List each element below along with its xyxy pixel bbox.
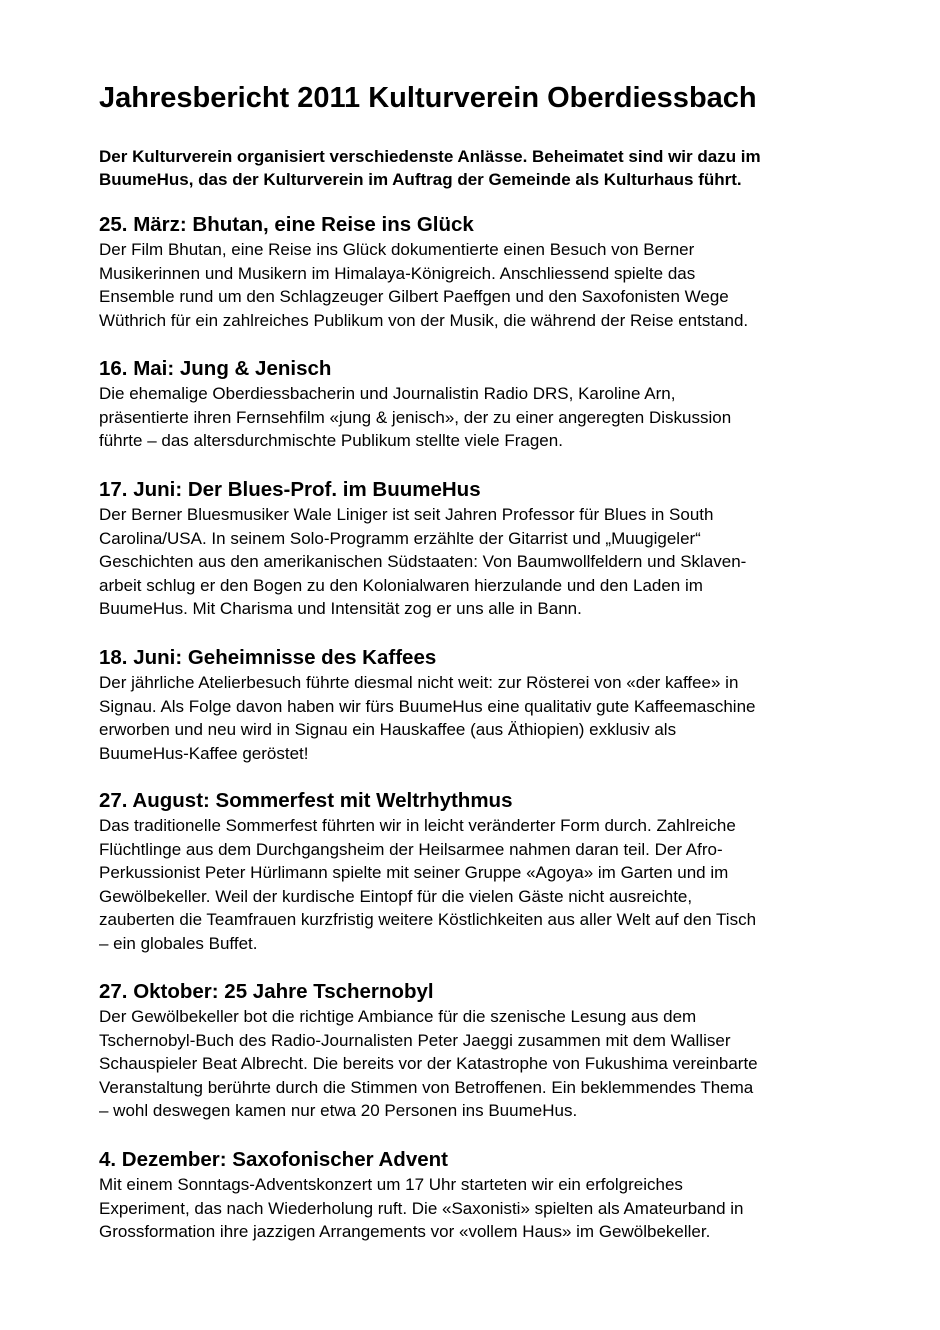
body-line: Musikerinnen und Musikern im Himalaya-Königreich. Anschliessend spielte das [99, 263, 696, 283]
section-advent [99, 1146, 859, 1244]
section-body [99, 238, 859, 332]
section-blues-prof [99, 476, 859, 621]
body-line: Der Gewölbekeller bot die richtige Ambiance für die szenische Lesung aus dem [99, 1007, 697, 1026]
body-line: – wohl deswegen kamen nur etwa 20 Personen ins BuumeHus. [99, 1101, 578, 1120]
section-heading: 25. März: Bhutan, eine Reise ins Glück [99, 213, 474, 236]
body-line: Der Berner Bluesmusiker Wale Liniger ist seit Jahren Professor für Blues in South [99, 505, 714, 524]
body-line: BuumeHus. Mit Charisma und Intensität zog er uns alle in Bann. [99, 599, 582, 618]
body-line: Das traditionelle Sommerfest führten wir in leicht veränderter Form durch. Zahlreiche [99, 816, 736, 835]
section-body [99, 671, 859, 765]
body-line: Flüchtlinge aus dem Durchgangsheim der Heilsarmee nahmen daran teil. Der Afro- [99, 839, 723, 859]
body-line: BuumeHus-Kaffee geröstet! [99, 743, 309, 763]
body-line: Schauspieler Beat Albrecht. Die bereits vor der Katastrophe von Fukushima vereinbarte [99, 1054, 758, 1073]
body-line: Wüthrich für ein zahlreiches Publikum von der Musik, die während der Reise entstand. [99, 310, 749, 330]
intro-paragraph [99, 145, 859, 191]
body-line: Mit einem Sonntags-Adventskonzert um 17 Uhr starteten wir ein erfolgreiches [99, 1175, 683, 1194]
section-body [99, 1173, 859, 1244]
body-line: Grossformation ihre jazzigen Arrangements vor «vollem Haus» im Gewölbekeller. [99, 1222, 711, 1241]
body-line: Experiment, das nach Wiederholung ruft. Die «Saxonisti» spielten als Amateurband in [99, 1198, 744, 1218]
section-jung-jenisch [99, 355, 859, 453]
body-line: arbeit schlug er den Bogen zu den Kolonialwaren hierzulande und den Laden im [99, 575, 703, 595]
body-line: Der Film Bhutan, eine Reise ins Glück dokumentierte einen Besuch von Berner [99, 240, 695, 259]
body-line: zauberten die Teamfrauen kurzfristig weitere Köstlichkeiten aus aller Welt auf den Tisch [99, 910, 757, 929]
body-line: Tschernobyl-Buch des Radio-Journalisten Peter Jaeggi zusammen mit dem Walliser [99, 1030, 731, 1050]
body-line: führte – das altersdurchmischte Publikum stellte viele Fragen. [99, 431, 563, 450]
section-heading: 27. August: Sommerfest mit Weltrhythmus [99, 789, 513, 812]
body-line: – ein globales Buffet. [99, 933, 258, 953]
body-line: präsentierte ihren Fernsehfilm «jung & jenisch», der zu einer angeregten Diskussion [99, 407, 732, 427]
section-body [99, 1005, 859, 1123]
section-heading: 16. Mai: Jung & Jenisch [99, 357, 332, 380]
body-line: erworben und neu wird in Signau ein Hauskaffee (aus Äthiopien) exklusiv als [99, 720, 677, 739]
section-heading: 18. Juni: Geheimnisse des Kaffees [99, 646, 437, 669]
body-line: Die ehemalige Oberdiessbacherin und Journalistin Radio DRS, Karoline Arn, [99, 384, 676, 403]
section-heading: 27. Oktober: 25 Jahre Tschernobyl [99, 980, 434, 1003]
body-line: Carolina/USA. In seinem Solo-Programm erzählte der Gitarrist und „Muugigeler“ [99, 528, 701, 548]
section-tschernobyl [99, 978, 859, 1123]
body-line: Geschichten aus den amerikanischen Südstaaten: Von Baumwollfeldern und Sklaven- [99, 552, 747, 571]
body-line: Ensemble rund um den Schlagzeuger Gilbert Paeffgen und den Saxofonisten Wege [99, 287, 729, 306]
section-heading: 4. Dezember: Saxofonischer Advent [99, 1148, 448, 1171]
body-line: Perkussionist Peter Hürlimann spielte mit seiner Gruppe «Agoya» im Garten und im [99, 863, 729, 882]
section-body [99, 503, 859, 621]
intro-line: BuumeHus, das der Kulturverein im Auftrag der Gemeinde als Kulturhaus führt. [99, 170, 742, 189]
intro-line: Der Kulturverein organisiert verschiedenste Anlässe. Beheimatet sind wir dazu im [99, 147, 761, 166]
section-bhutan [99, 211, 859, 332]
section-body [99, 382, 859, 453]
body-line: Gewölbekeller. Weil der kurdische Eintopf für die vielen Gäste nicht ausreichte, [99, 886, 693, 906]
section-sommerfest [99, 787, 859, 955]
section-body [99, 814, 859, 955]
section-kaffee [99, 644, 859, 765]
body-line: Der jährliche Atelierbesuch führte diesmal nicht weit: zur Rösterei von «der kaffee» in [99, 673, 739, 692]
body-line: Veranstaltung berührte durch die Stimmen von Betroffenen. Ein beklemmendes Thema [99, 1077, 754, 1097]
body-line: Signau. Als Folge davon haben wir fürs BuumeHus eine qualitativ gute Kaffeemaschine [99, 696, 756, 716]
section-heading: 17. Juni: Der Blues-Prof. im BuumeHus [99, 478, 481, 501]
page-title: Jahresbericht 2011 Kulturverein Oberdiessbach [99, 82, 757, 114]
